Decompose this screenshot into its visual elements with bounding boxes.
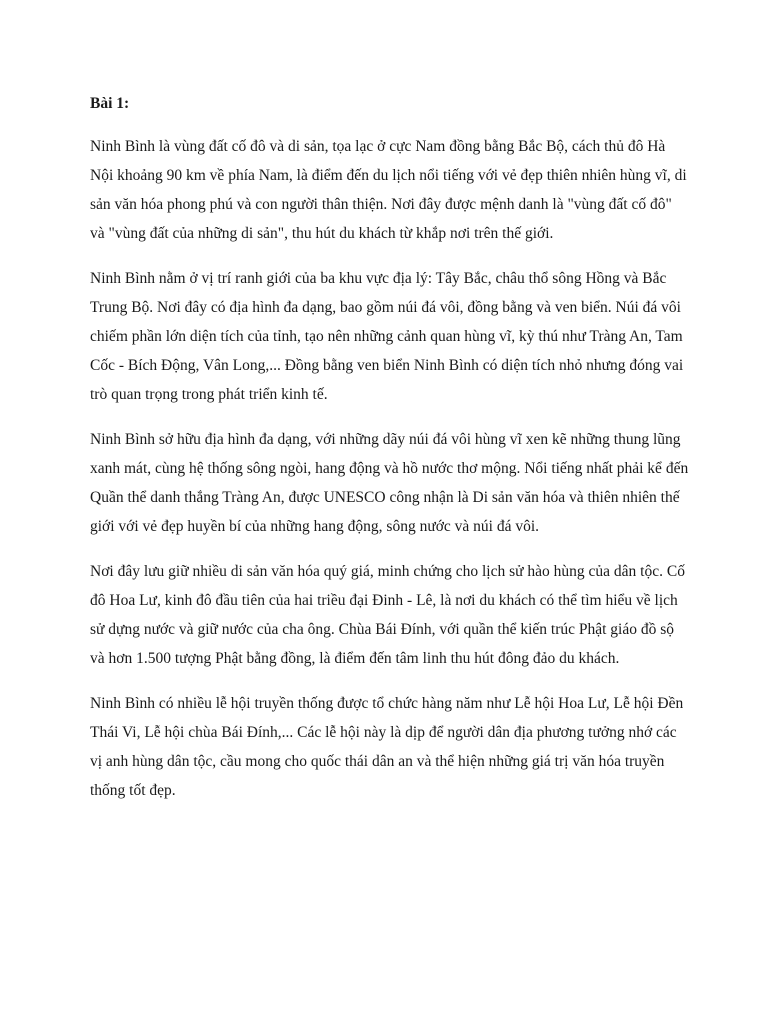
- paragraph-festivals: Ninh Bình có nhiều lễ hội truyền thống được tổ chức hàng năm như Lễ hội Hoa Lư, Lễ hội Đền Thái Vi, Lễ hội chùa Bái Đính,... Các lễ hội này là dịp để người dân địa phương tưởng nhớ các vị anh hùng dân tộc, cầu mong cho quốc thái dân an và thể hiện những giá trị văn hóa truyền thống tốt đẹp.: [90, 695, 684, 799]
- document-page: [90, 92, 690, 821]
- document-heading: Bài 1:: [90, 95, 130, 112]
- paragraph-landscape: Ninh Bình sở hữu địa hình đa dạng, với những dãy núi đá vôi hùng vĩ xen kẽ những thung lũng xanh mát, cùng hệ thống sông ngòi, hang động và hồ nước thơ mộng. Nổi tiếng nhất phải kể đến Quần thể danh thắng Tràng An, được UNESCO công nhận là Di sản văn hóa và thiên nhiên thế giới với vẻ đẹp huyền bí của những hang động, sông nước và núi đá vôi.: [90, 431, 689, 535]
- paragraph-heritage: Nơi đây lưu giữ nhiều di sản văn hóa quý giá, minh chứng cho lịch sử hào hùng của dân tộc. Cố đô Hoa Lư, kinh đô đầu tiên của hai triều đại Đinh - Lê, là nơi du khách có thể tìm hiểu về lịch sử dựng nước và giữ nước của cha ông. Chùa Bái Đính, với quần thể kiến trúc Phật giáo đồ sộ và hơn 1.500 tượng Phật bằng đồng, là điểm đến tâm linh thu hút đông đảo du khách.: [90, 563, 685, 667]
- paragraph-geography: Ninh Bình nằm ở vị trí ranh giới của ba khu vực địa lý: Tây Bắc, châu thổ sông Hồng và Bắc Trung Bộ. Nơi đây có địa hình đa dạng, bao gồm núi đá vôi, đồng bằng và ven biển. Núi đá vôi chiếm phần lớn diện tích của tỉnh, tạo nên những cảnh quan hùng vĩ, kỳ thú như Tràng An, Tam Cốc - Bích Động, Vân Long,... Đồng bằng ven biển Ninh Bình có diện tích nhỏ nhưng đóng vai trò quan trọng trong phát triển kinh tế.: [90, 270, 684, 403]
- paragraph-intro: Ninh Bình là vùng đất cố đô và di sản, tọa lạc ở cực Nam đồng bằng Bắc Bộ, cách thủ đô Hà Nội khoảng 90 km về phía Nam, là điểm đến du lịch nổi tiếng với vẻ đẹp thiên nhiên hùng vĩ, di sản văn hóa phong phú và con người thân thiện. Nơi đây được mệnh danh là "vùng đất cố đô" và "vùng đất của những di sản", thu hút du khách từ khắp nơi trên thế giới.: [90, 138, 687, 242]
